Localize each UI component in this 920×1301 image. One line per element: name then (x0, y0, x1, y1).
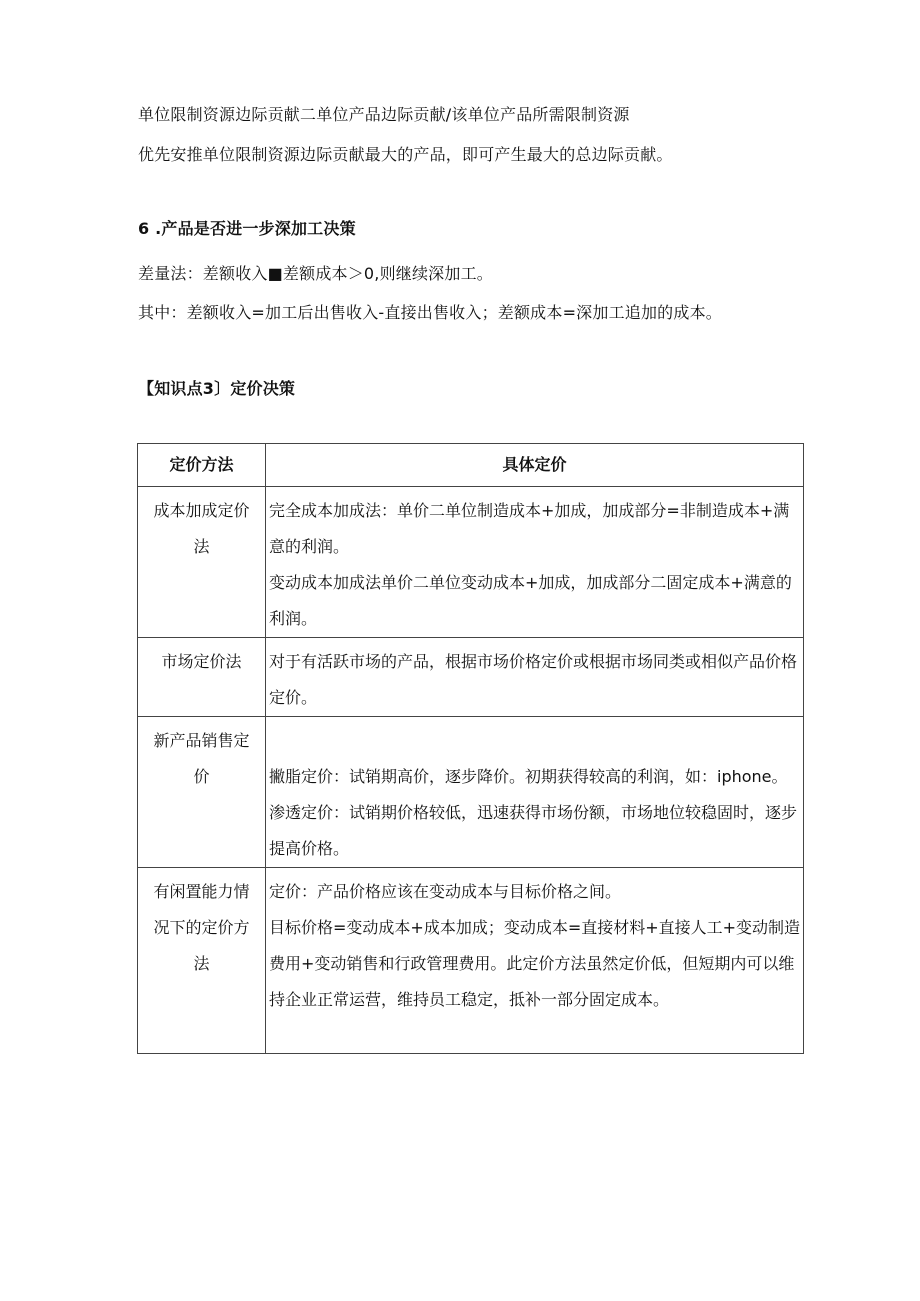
detail-line: 定价：产品价格应该在变动成本与目标价格之间。 (269, 882, 622, 901)
detail-line: 目标价格=变动成本+成本加成；变动成本=直接材料+直接人工+变动制造费用+变动销售和行政管理费用。此定价方法虽然定价低，但短期内可以维持企业正常运营，维持员工稳定，抵补一部分固定成本。 (269, 918, 801, 1009)
pricing-methods-table (137, 443, 804, 1054)
table-header-row (138, 444, 804, 487)
table-row (138, 868, 804, 1054)
section-heading-further-processing: 6 .产品是否进一步深加工决策 (138, 219, 356, 238)
header-method: 定价方法 (138, 444, 266, 487)
table-row (138, 717, 804, 868)
detail-line: 撇脂定价：试销期高价，逐步降价。初期获得较高的利润，如：iphone。 (269, 767, 788, 786)
detail-line: 对于有活跃市场的产品，根据市场价格定价或根据市场同类或相似产品价格定价。 (269, 652, 798, 707)
table-row (138, 487, 804, 638)
paragraph-differential-method: 差量法：差额收入■差额成本＞0,则继续深加工。 (138, 264, 493, 283)
method-cell: 新产品销售定价 (138, 717, 266, 868)
paragraph-limited-resource-formula: 单位限制资源边际贡献二单位产品边际贡献/该单位产品所需限制资源 (138, 105, 630, 124)
paragraph-differential-definitions: 其中：差额收入=加工后出售收入-直接出售收入；差额成本=深加工追加的成本。 (138, 303, 722, 322)
table-row (138, 638, 804, 717)
header-detail: 具体定价 (266, 444, 804, 487)
detail-line: 渗透定价：试销期价格较低，迅速获得市场份额，市场地位较稳固时，逐步提高价格。 (269, 803, 798, 858)
method-cell: 成本加成定价法 (138, 487, 266, 638)
detail-line: 变动成本加成法单价二单位变动成本+加成，加成部分二固定成本+满意的利润。 (269, 573, 792, 628)
detail-cell (266, 717, 804, 868)
detail-cell (266, 487, 804, 638)
method-cell: 有闲置能力情况下的定价方法 (138, 868, 266, 1054)
detail-cell (266, 868, 804, 1054)
detail-cell (266, 638, 804, 717)
knowledge-point-heading: 【知识点3〕定价决策 (138, 379, 296, 398)
method-cell: 市场定价法 (138, 638, 266, 717)
paragraph-priority-rule: 优先安推单位限制资源边际贡献最大的产品，即可产生最大的总边际贡献。 (138, 145, 673, 164)
detail-line: 完全成本加成法：单价二单位制造成本+加成，加成部分=非制造成本+满意的利润。 (269, 501, 790, 556)
